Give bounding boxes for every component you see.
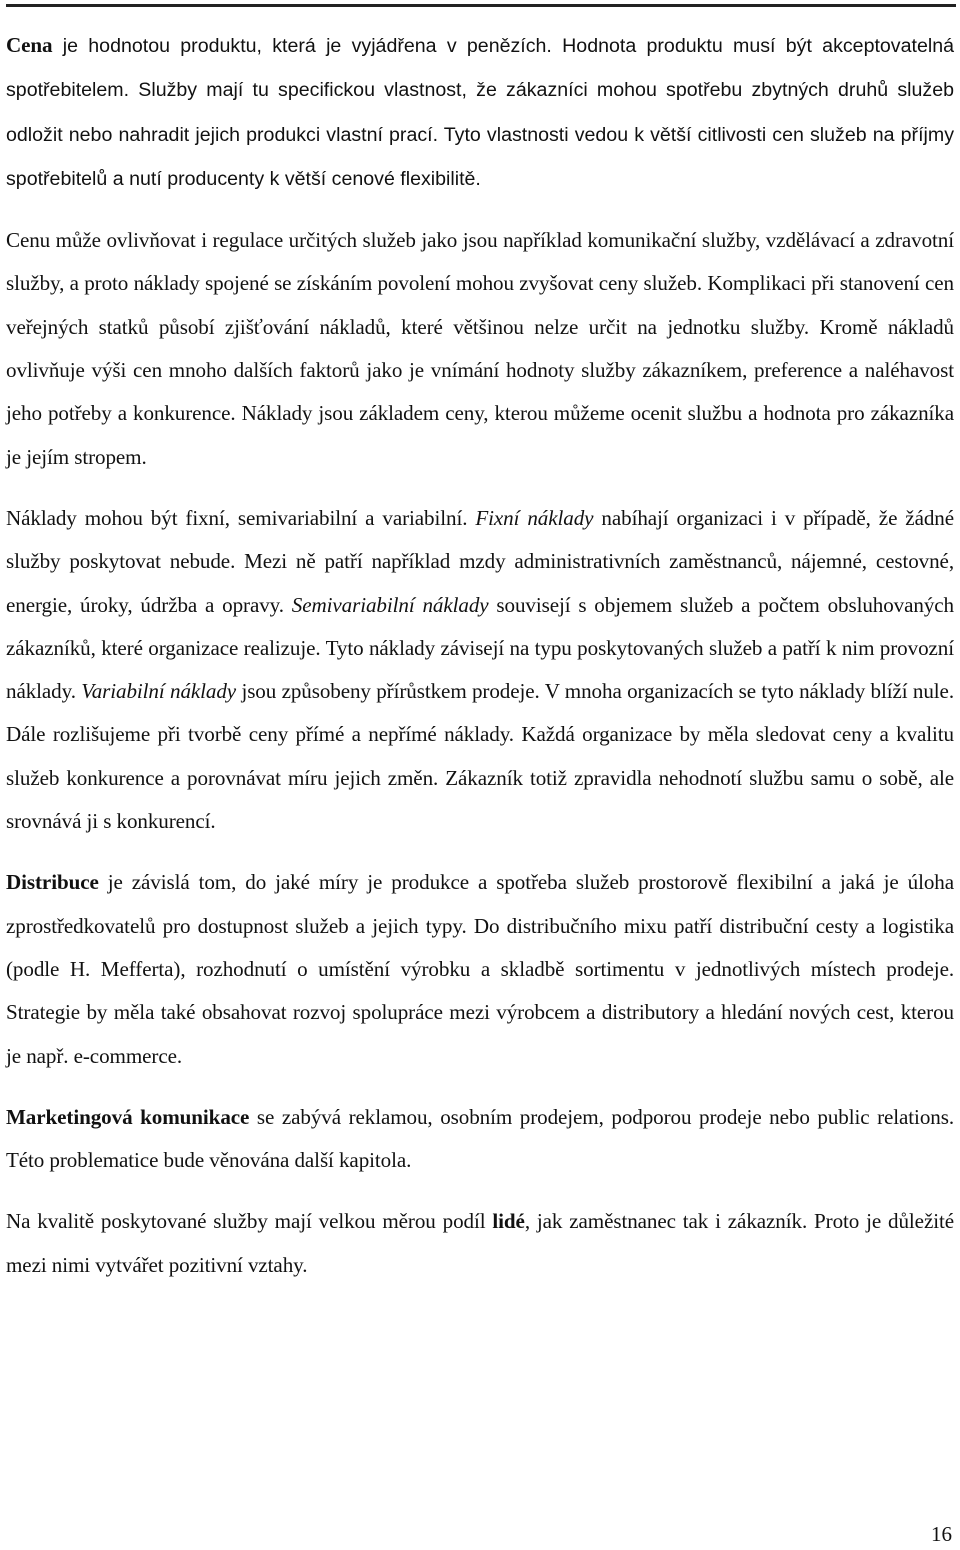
paragraph-lide [6,1200,954,1287]
paragraph-text: Náklady mohou být fixní, semivariabilní a variabilní. [6,505,476,530]
paragraph-text: je hodnotou produktu, která je vyjádřena v penězích. Hodnota produktu musí být akceptovatelná spotřebitelem. Služby mají tu specifickou vlastnost, že zákazníci mohou spotřebu zbytných druhů služeb odložit nebo nahradit jejich produkci vlastní prací. Tyto vlastnosti vedou k větší citlivosti cen služeb na příjmy spotřebitelů a nutí producenty k větší cenové flexibilitě. [6,35,954,190]
paragraph-regulace [6,219,954,479]
paragraph-text: nabíhají organizaci i v případě, že žádné služby poskytovat nebude. Mezi ně patří například mzdy administrativních zaměstnanců, nájemné, cestovné, energie, úroky, údržba a opravy. [6,505,954,617]
term-semivariabilni-naklady: Semivariabilní náklady [291,592,489,617]
page-number: 16 [931,1522,952,1546]
paragraph-naklady [6,497,954,843]
paragraph-text: souvisejí s objemem služeb a počtem obsluhovaných zákazníků, které organizace realizuje. Tyto náklady závisejí na typu poskytovaných služeb a patří k nim provozní náklady. [6,592,954,704]
paragraph-text: Cenu může ovlivňovat i regulace určitých služeb jako jsou například komunikační služby, vzdělávací a zdravotní služby, a proto náklady spojené se získáním povolení mohou zvyšovat ceny služeb. Komplikaci při stanovení cen veřejných statků působí zjišťování nákladů, které většinou nelze určit na jednotku služby. Kromě nákladů ovlivňuje výši cen mnoho dalších faktorů jako je vnímání hodnoty služby zákazníkem, preference a naléhavost jeho potřeby a konkurence. Náklady jsou základem ceny, kterou můžeme ocenit službu a hodnota pro zákazníka je jejím stropem. [6,228,954,469]
term-fixni-naklady: Fixní náklady [475,505,594,530]
term-cena: Cena [6,33,53,57]
paragraph-distribuce [6,861,954,1077]
paragraph-cena [6,24,954,201]
top-rule [6,4,956,7]
paragraph-text: se zabývá reklamou, osobním prodejem, podporou prodeje nebo public relations. Této problematice bude věnována další kapitola. [6,1104,954,1173]
paragraph-text: Na kvalitě poskytované služby mají velkou měrou podíl [6,1209,493,1234]
document-body [6,24,954,1287]
term-marketingova-komunikace: Marketingová komunikace [6,1104,250,1129]
paragraph-text: , jak zaměstnanec tak i zákazník. Proto je důležité mezi nimi vytvářet pozitivní vztahy. [6,1209,954,1277]
paragraph-text: je závislá tom, do jaké míry je produkce a spotřeba služeb prostorově flexibilní a jaká je úloha zprostředkovatelů pro dostupnost služeb a jejich typy. Do distribučního mixu patří distribuční cesty a logistika (podle H. Mefferta), rozhodnutí o umístění výrobku a skladbě sortimentu v jednotlivých místech prodeje. Strategie by měla také obsahovat rozvoj spolupráce mezi výrobcem a distributory a hledání nových cest, kterou je např. e-commerce. [6,870,954,1068]
term-distribuce: Distribuce [6,870,99,895]
paragraph-text: jsou způsobeny přírůstkem prodeje. V mnoha organizacích se tyto náklady blíží nule. Dále rozlišujeme při tvorbě ceny přímé a nepřímé náklady. Každá organizace by měla sledovat ceny a kvalitu služeb konkurence a porovnávat míru jejich změn. Zákazník totiž zpravidla nehodnotí službu samu o sobě, ale srovnává ji s konkurencí. [6,679,954,834]
term-variabilni-naklady: Variabilní náklady [81,679,237,704]
term-lide: lidé [492,1209,525,1234]
paragraph-komunikace [6,1096,954,1183]
